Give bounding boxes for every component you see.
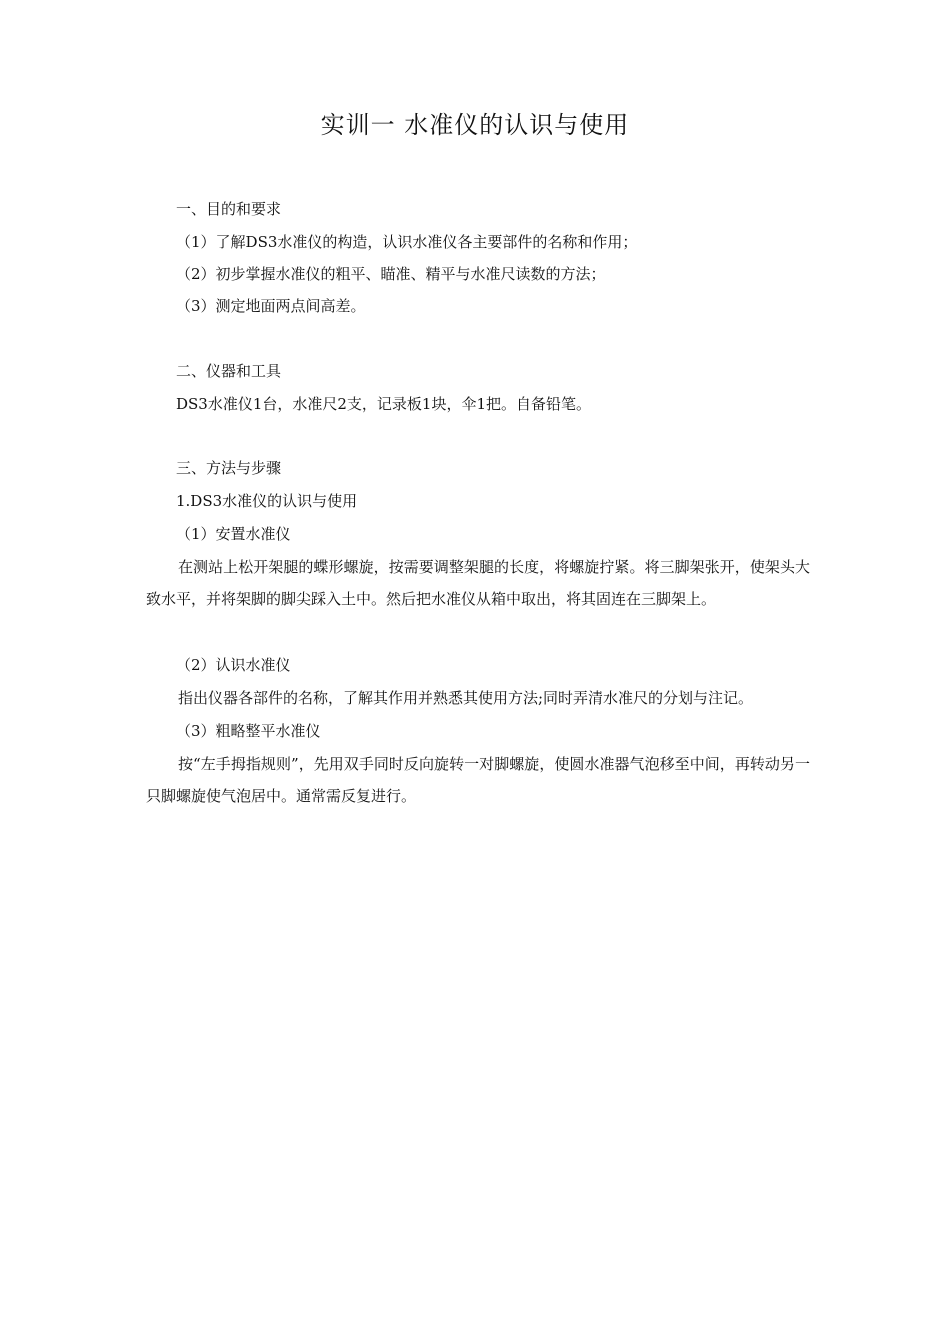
requirement-item-3: （3）测定地面两点间高差。 bbox=[176, 297, 366, 315]
subsection-heading: 1.DS3水准仪的认识与使用 bbox=[176, 492, 358, 510]
step-label-1: （1）安置水准仪 bbox=[176, 525, 291, 543]
step-label-3: （3）粗略整平水准仪 bbox=[176, 722, 321, 740]
step-label-2: （2）认识水准仪 bbox=[176, 656, 291, 674]
section-heading-instruments: 二、仪器和工具 bbox=[176, 362, 282, 380]
instruments-text: DS3水准仪1台，水准尺2支，记录板1块，伞1把。自备铅笔。 bbox=[176, 395, 592, 413]
requirement-item-2: （2）初步掌握水准仪的粗平、瞄准、精平与水准尺读数的方法； bbox=[176, 265, 606, 283]
step-text-1: 在测站上松开架腿的蝶形螺旋，按需要调整架腿的长度，将螺旋拧紧。将三脚架张开，使架头大致水平，并将架脚的脚尖踩入土中。然后把水准仪从箱中取出，将其固连在三脚架上。 bbox=[146, 558, 810, 608]
step-text-3: 按“左手拇指规则”，先用双手同时反向旋转一对脚螺旋，使圆水准器气泡移至中间，再转动另一只脚螺旋使气泡居中。通常需反复进行。 bbox=[146, 755, 810, 805]
step-text-2: 指出仪器各部件的名称，了解其作用并熟悉其使用方法;同时弄清水准尺的分划与注记。 bbox=[178, 689, 754, 707]
section-heading-purpose: 一、目的和要求 bbox=[176, 200, 282, 218]
requirement-item-1: （1）了解DS3水准仪的构造，认识水准仪各主要部件的名称和作用； bbox=[176, 233, 638, 251]
section-heading-methods: 三、方法与步骤 bbox=[176, 459, 282, 477]
page-title: 实训一 水准仪的认识与使用 bbox=[320, 111, 630, 139]
